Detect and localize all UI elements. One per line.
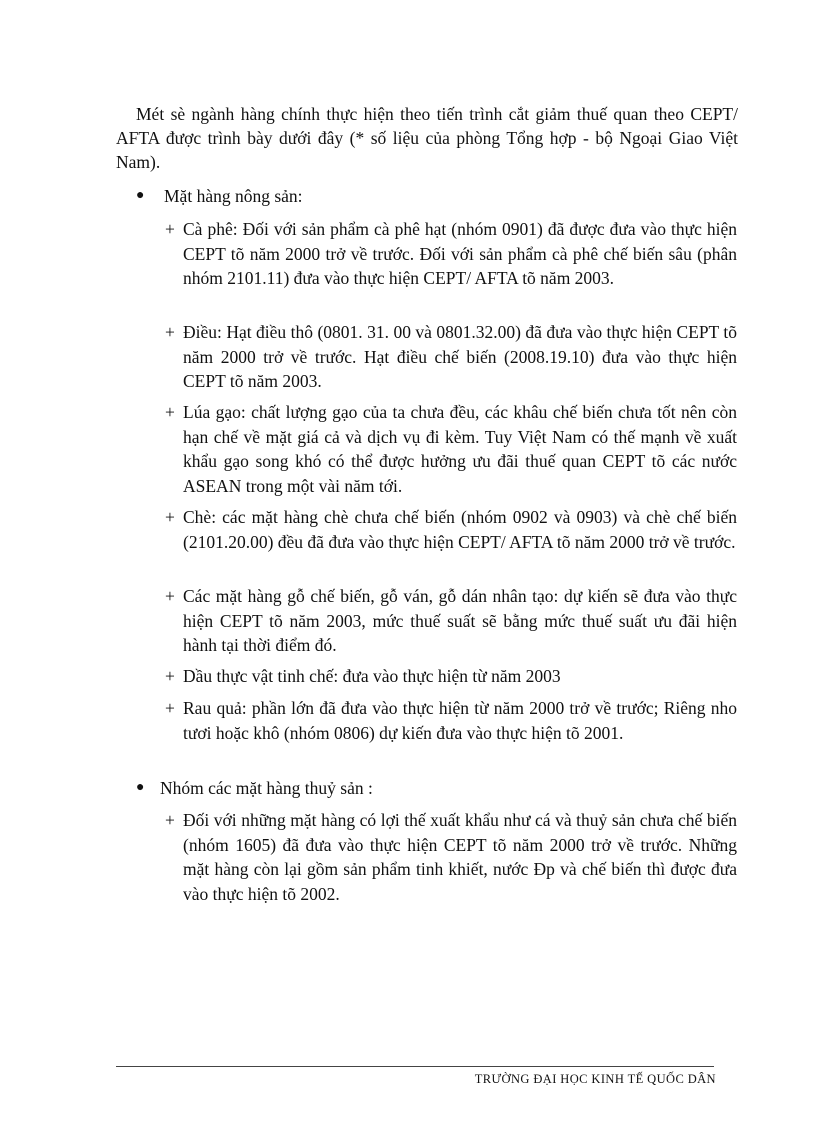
list-item-seafood bbox=[165, 808, 737, 906]
list-item-cashew bbox=[165, 320, 737, 394]
item-text: Rau quả: phần lớn đã đưa vào thực hiện từ năm 2000 trở về trước; Riêng nho tươi hoặc khô (nhóm 0806) dự kiến đưa vào thực hiện tõ 2001. bbox=[183, 698, 737, 743]
list-item-coffee bbox=[165, 217, 737, 291]
bullet-icon: ● bbox=[136, 188, 145, 203]
plus-marker: + bbox=[165, 586, 175, 606]
list-item-rice bbox=[165, 400, 737, 498]
list-item-vegetable-oil bbox=[165, 664, 737, 689]
item-text: Dầu thực vật tinh chế: đưa vào thực hiện từ năm 2003 bbox=[183, 666, 561, 686]
intro-paragraph: Mét sè ngành hàng chính thực hiện theo tiến trình cắt giảm thuế quan theo CEPT/ AFTA được trình bày dưới đây (* số liệu của phòng Tổng hợp - bộ Ngoại Giao Việt Nam). bbox=[116, 104, 738, 172]
section-heading-agriculture: Mặt hàng nông sản: bbox=[164, 186, 303, 206]
plus-marker: + bbox=[165, 698, 175, 718]
section-heading-seafood: Nhóm các mặt hàng thuỷ sản : bbox=[160, 778, 373, 798]
plus-marker: + bbox=[165, 402, 175, 422]
plus-marker: + bbox=[165, 507, 175, 527]
item-text: Đối với những mặt hàng có lợi thế xuất khẩu như cá và thuỷ sản chưa chế biến (nhóm 1605) đã đưa vào thực hiện CEPT tõ năm 2000 trở về trước. Những mặt hàng còn lại gồm sản phẩm tinh khiết, nước Đp và chế biến thì được đưa vào thực hiện tõ 2002. bbox=[183, 810, 737, 904]
list-item-wood bbox=[165, 584, 737, 658]
plus-marker: + bbox=[165, 666, 175, 686]
item-text: Lúa gạo: chất lượng gạo của ta chưa đều, các khâu chế biến chưa tốt nên còn hạn chế về mặt giá cả và dịch vụ đi kèm. Tuy Việt Nam có thế mạnh về xuất khẩu gạo song khó có thể được hưởng ưu đãi thuế quan CEPT tõ các nước ASEAN trong một vài năm tới. bbox=[183, 402, 737, 496]
list-item-fruit-vegetables bbox=[165, 696, 737, 745]
item-text: Điều: Hạt điều thô (0801. 31. 00 và 0801.32.00) đã đưa vào thực hiện CEPT tõ năm 2000 trở về trước. Hạt điều chế biến (2008.19.10) đưa vào thực hiện CEPT tõ năm 2003. bbox=[183, 322, 737, 391]
list-item-tea bbox=[165, 505, 737, 554]
item-text: Cà phê: Đối với sản phẩm cà phê hạt (nhóm 0901) đã được đưa vào thực hiện CEPT tõ năm 2000 trở về trước. Đối với sản phẩm cà phê chế biến sâu (phân nhóm 2101.11) đưa vào thực hiện CEPT/ AFTA tõ năm 2003. bbox=[183, 219, 737, 288]
item-text: Các mặt hàng gỗ chế biến, gỗ ván, gỗ dán nhân tạo: dự kiến sẽ đưa vào thực hiện CEPT tõ năm 2003, mức thuế suất sẽ bằng mức thuế suất ưu đãi hiện hành tại thời điểm đó. bbox=[183, 586, 737, 655]
item-text: Chè: các mặt hàng chè chưa chế biến (nhóm 0902 và 0903) và chè chế biến (2101.20.00) đều đã đưa vào thực hiện CEPT/ AFTA tõ năm 2000 trở về trước. bbox=[183, 507, 737, 552]
footer-university-name: TRƯỜNG ĐẠI HỌC KINH TẾ QUỐC DÂN bbox=[474, 1072, 716, 1086]
plus-marker: + bbox=[165, 322, 175, 342]
footer-divider bbox=[116, 1066, 714, 1067]
plus-marker: + bbox=[165, 810, 175, 830]
plus-marker: + bbox=[165, 219, 175, 239]
bullet-icon: ● bbox=[136, 780, 145, 795]
